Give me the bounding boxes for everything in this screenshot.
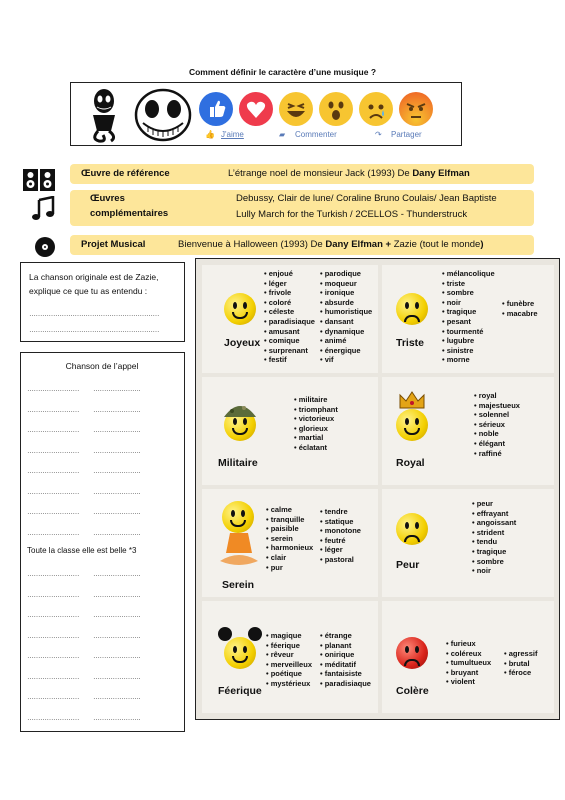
mood-word: • enjoué <box>264 269 293 278</box>
smiley-icon <box>396 293 428 325</box>
smiley-icon <box>224 293 256 325</box>
mood-word: • strident <box>472 527 505 537</box>
writing-line-right[interactable]: …………………. <box>93 653 140 660</box>
mood-word-list <box>502 299 538 318</box>
smiley-icon <box>224 637 256 669</box>
mood-word: • angoissant <box>472 518 517 528</box>
like-link[interactable]: J'aime <box>221 130 244 139</box>
mood-word: • vif <box>320 355 334 365</box>
mood-word: • noir <box>472 566 491 576</box>
writing-line-left[interactable]: …………………… <box>27 714 79 722</box>
mood-cell <box>382 489 554 597</box>
writing-line-left[interactable]: …………………… <box>27 529 79 537</box>
mood-word: • feutré <box>320 535 346 545</box>
haha-reaction-icon <box>279 92 313 126</box>
writing-line-left[interactable]: …………………… <box>27 509 79 516</box>
writing-line-left[interactable]: …………………… <box>27 612 79 619</box>
mood-word: • militaire <box>294 395 328 404</box>
writing-line-left[interactable]: …………………… <box>27 427 79 434</box>
writing-line-right[interactable]: …………………. <box>93 612 140 619</box>
writing-line-right[interactable]: …………………. <box>93 571 140 578</box>
mood-word: • paradisiaque <box>264 316 315 326</box>
writing-line-right[interactable]: …………………. <box>93 694 140 701</box>
refrain-text: Toute la classe elle est belle *3 <box>27 546 137 555</box>
mood-word: • énergique <box>320 345 361 355</box>
mood-word: • macabre <box>502 308 538 318</box>
mood-word: • éclatant <box>294 442 328 452</box>
mood-word: • léger <box>264 278 287 288</box>
mouse-ear-icon <box>248 627 262 641</box>
mood-cell <box>382 265 554 373</box>
mood-cell <box>202 601 378 713</box>
mood-word: • tragique <box>472 546 507 556</box>
writing-line-left[interactable]: …………………… <box>27 571 79 578</box>
mood-word: • serein <box>266 533 293 543</box>
mood-word: • coloré <box>264 297 292 307</box>
writing-line-right[interactable]: …………………. <box>93 488 140 496</box>
mood-word: • tragique <box>442 307 477 317</box>
writing-line-left[interactable]: …………………… <box>27 591 79 599</box>
mood-word-list <box>266 631 312 689</box>
jack-silhouette-image <box>83 87 125 143</box>
mood-word: • statique <box>320 516 354 526</box>
smiley-icon <box>396 637 428 669</box>
writing-line-left[interactable]: …………………… <box>27 488 79 496</box>
writing-line-right[interactable]: …………………. <box>93 714 140 722</box>
angry-reaction-icon <box>399 92 433 126</box>
mood-word: • noble <box>474 429 499 439</box>
mood-grid <box>195 258 560 720</box>
mood-word: • victorieux <box>294 414 335 424</box>
mood-word: • fantaisiste <box>320 669 362 679</box>
mood-word: • pastoral <box>320 554 354 564</box>
mood-name: Militaire <box>218 457 258 469</box>
mood-word-list <box>320 631 371 689</box>
writing-line-left[interactable]: …………………… <box>27 673 79 681</box>
mood-word: • dynamique <box>320 326 365 336</box>
mood-word: • mélancolique <box>442 269 495 278</box>
mood-name: Serein <box>222 579 255 591</box>
mood-word: • méditatif <box>320 659 356 669</box>
mood-word: • monotone <box>320 526 361 536</box>
project-bar <box>70 235 534 255</box>
helmet-icon <box>222 401 258 424</box>
mood-word: • agressif <box>504 649 538 658</box>
mood-word: • moqueur <box>320 278 357 288</box>
page-title: Comment définir le caractère d’une musique ? <box>188 67 377 77</box>
mood-word: • féerique <box>266 640 300 650</box>
answer-line[interactable]: …………………………………………………… <box>29 327 159 334</box>
mood-cell <box>382 601 554 713</box>
wow-reaction-icon <box>319 92 353 126</box>
mood-word: • rêveur <box>266 650 294 660</box>
project-composer: Dany Elfman <box>325 239 383 250</box>
writing-line-right[interactable]: …………………. <box>93 529 140 537</box>
mood-word: • solennel <box>474 410 510 420</box>
mood-cell <box>382 377 554 485</box>
mood-word: • glorieux <box>294 423 328 433</box>
reference-label: Œuvre de référence <box>81 168 170 179</box>
mood-word: • pur <box>266 562 283 572</box>
mood-cell <box>202 377 378 485</box>
reactions-banner <box>70 82 462 146</box>
mood-word: • mystérieux <box>266 678 311 688</box>
mood-word: • humoristique <box>320 307 373 317</box>
mood-cell <box>202 265 378 373</box>
writing-line-right[interactable]: …………………. <box>93 591 140 599</box>
mood-word: • dansant <box>320 316 354 326</box>
mood-word: • étrange <box>320 631 352 640</box>
mood-word: • clair <box>266 552 287 562</box>
mood-word: • céleste <box>264 307 295 317</box>
mood-word: • violent <box>446 677 475 687</box>
writing-line-right[interactable]: …………………. <box>93 673 140 681</box>
complementary-label-1: Œuvres <box>90 193 125 204</box>
mood-word: • morne <box>442 355 470 365</box>
share-link[interactable]: Partager <box>391 130 422 139</box>
mood-word: • tranquille <box>266 514 305 524</box>
mood-word-list <box>320 507 361 565</box>
mood-word: • planant <box>320 640 352 650</box>
mood-word: • comique <box>264 336 300 346</box>
mood-word-list <box>474 391 520 458</box>
project-label: Projet Musical <box>81 239 146 250</box>
music-note-icon <box>30 196 56 222</box>
mood-word: • festif <box>264 355 287 365</box>
mood-word: • surprenant <box>264 345 308 355</box>
mouse-ear-icon <box>218 627 232 641</box>
mood-word: • bruyant <box>446 667 479 677</box>
answer-line[interactable]: …………………………………………………… <box>29 311 159 318</box>
comment-link[interactable]: Commenter <box>295 130 337 139</box>
mood-word: • peur <box>472 499 493 508</box>
mood-word: • royal <box>474 391 497 400</box>
like-reaction-icon <box>199 92 233 126</box>
writing-line-right[interactable]: …………………. <box>93 427 140 434</box>
speakers-icon <box>22 168 56 192</box>
mood-word: • sombre <box>472 556 504 566</box>
mood-word: • poétique <box>266 669 302 679</box>
mood-word: • coléreux <box>446 648 482 658</box>
mood-word: • furieux <box>446 639 476 648</box>
writing-line-left[interactable]: …………………… <box>27 447 79 455</box>
reference-composer: Dany Elfman <box>412 168 470 179</box>
smiley-icon <box>396 513 428 545</box>
mood-name: Féerique <box>218 685 262 697</box>
mood-word: • frivole <box>264 288 292 298</box>
mood-word: • noir <box>442 297 461 307</box>
mood-word: • paradisiaque <box>320 678 371 688</box>
reference-bar <box>70 164 534 184</box>
vinyl-disc-icon <box>34 236 56 258</box>
mood-word-list <box>472 499 516 576</box>
mood-word: • tendre <box>320 507 348 516</box>
writing-line-left[interactable]: …………………… <box>27 406 79 414</box>
question-line-1: La chanson originale est de Zazie, <box>29 272 159 282</box>
call-song-title: Chanson de l’appel <box>65 361 139 371</box>
complementary-bar <box>70 190 534 226</box>
mood-word: • tourmenté <box>442 326 484 336</box>
mood-word-list <box>264 269 315 365</box>
smiley-icon <box>222 501 254 533</box>
crown-icon <box>398 391 426 414</box>
mood-word: • sérieux <box>474 419 505 429</box>
writing-line-right[interactable]: …………………. <box>93 447 140 455</box>
mood-word: • majestueux <box>474 400 520 410</box>
mood-word: • calme <box>266 505 292 514</box>
project-text: Bienvenue à Halloween (1993) De Dany Elfman + Zazie (tout le monde) <box>178 239 484 250</box>
writing-line-left[interactable]: …………………… <box>27 653 79 660</box>
mood-name: Peur <box>396 559 420 571</box>
mood-word: • pesant <box>442 316 471 326</box>
mood-word: • tendu <box>472 537 498 547</box>
writing-line-right[interactable]: …………………. <box>93 386 140 393</box>
mood-word: • effrayant <box>472 508 509 518</box>
writing-line-left[interactable]: …………………… <box>27 468 79 475</box>
complementary-line-2: Lully March for the Turkish / 2CELLOS - Thunderstruck <box>236 209 468 220</box>
writing-line-left[interactable]: …………………… <box>27 632 79 640</box>
mood-word-list <box>294 395 338 453</box>
jack-face-image <box>133 87 193 143</box>
mood-word-list <box>442 269 495 365</box>
mood-word: • parodique <box>320 269 361 278</box>
writing-line-right[interactable]: …………………. <box>93 468 140 475</box>
mood-word: • tumultueux <box>446 658 492 668</box>
mood-name: Triste <box>396 337 425 349</box>
mood-word: • élégant <box>474 438 505 448</box>
thumbs-up-icon: 👍 <box>205 130 215 139</box>
comment-icon: ▰ <box>279 130 286 139</box>
writing-line-right[interactable]: …………………. <box>93 509 140 516</box>
mood-word-list <box>266 505 313 572</box>
writing-line-right[interactable]: …………………. <box>93 406 140 414</box>
mood-word: • onirique <box>320 650 355 660</box>
mood-word-list <box>504 649 537 678</box>
mood-word: • martial <box>294 433 324 443</box>
writing-line-left[interactable]: …………………… <box>27 386 79 393</box>
mood-word: • triste <box>442 278 466 288</box>
mood-word-list <box>320 269 372 365</box>
mood-word: • magique <box>266 631 302 640</box>
mood-word: • merveilleux <box>266 659 312 669</box>
writing-line-right[interactable]: …………………. <box>93 632 140 640</box>
mood-word: • harmonieux <box>266 543 314 553</box>
mood-name: Royal <box>396 457 425 469</box>
mood-cell <box>202 489 378 597</box>
mood-word: • absurde <box>320 297 354 307</box>
mood-word: • animé <box>320 336 347 346</box>
reference-text: L’étrange noel de monsieur Jack (1993) De Dany Elfman <box>228 168 470 179</box>
mood-word: • funèbre <box>502 299 535 308</box>
mood-word: • léger <box>320 545 343 555</box>
mood-word: • ironique <box>320 288 355 298</box>
mood-word: • sombre <box>442 288 474 298</box>
writing-line-left[interactable]: …………………… <box>27 694 79 701</box>
complementary-label-2: complémentaires <box>90 208 169 219</box>
mood-name: Joyeux <box>224 337 261 349</box>
mood-word: • sinistre <box>442 345 474 355</box>
meditating-body-icon <box>218 531 260 574</box>
mood-name: Colère <box>396 685 429 697</box>
call-song-box <box>20 352 185 732</box>
mood-word: • brutal <box>504 658 530 668</box>
sad-reaction-icon <box>359 92 393 126</box>
question-line-2: explique ce que tu as entendu : <box>29 286 148 296</box>
mood-word: • triomphant <box>294 404 338 414</box>
mood-word: • féroce <box>504 668 532 678</box>
mood-word: • lugubre <box>442 336 475 346</box>
complementary-line-1: Debussy, Clair de lune/ Coraline Bruno Coulais/ Jean Baptiste <box>236 193 497 204</box>
mood-word: • paisible <box>266 524 299 534</box>
mood-word-list <box>446 639 491 687</box>
love-reaction-icon <box>239 92 273 126</box>
mood-word: • raffiné <box>474 448 502 458</box>
question-box <box>20 262 185 342</box>
share-icon: ↷ <box>375 130 382 139</box>
facebook-action-bar <box>201 129 459 143</box>
mood-word: • amusant <box>264 326 300 336</box>
